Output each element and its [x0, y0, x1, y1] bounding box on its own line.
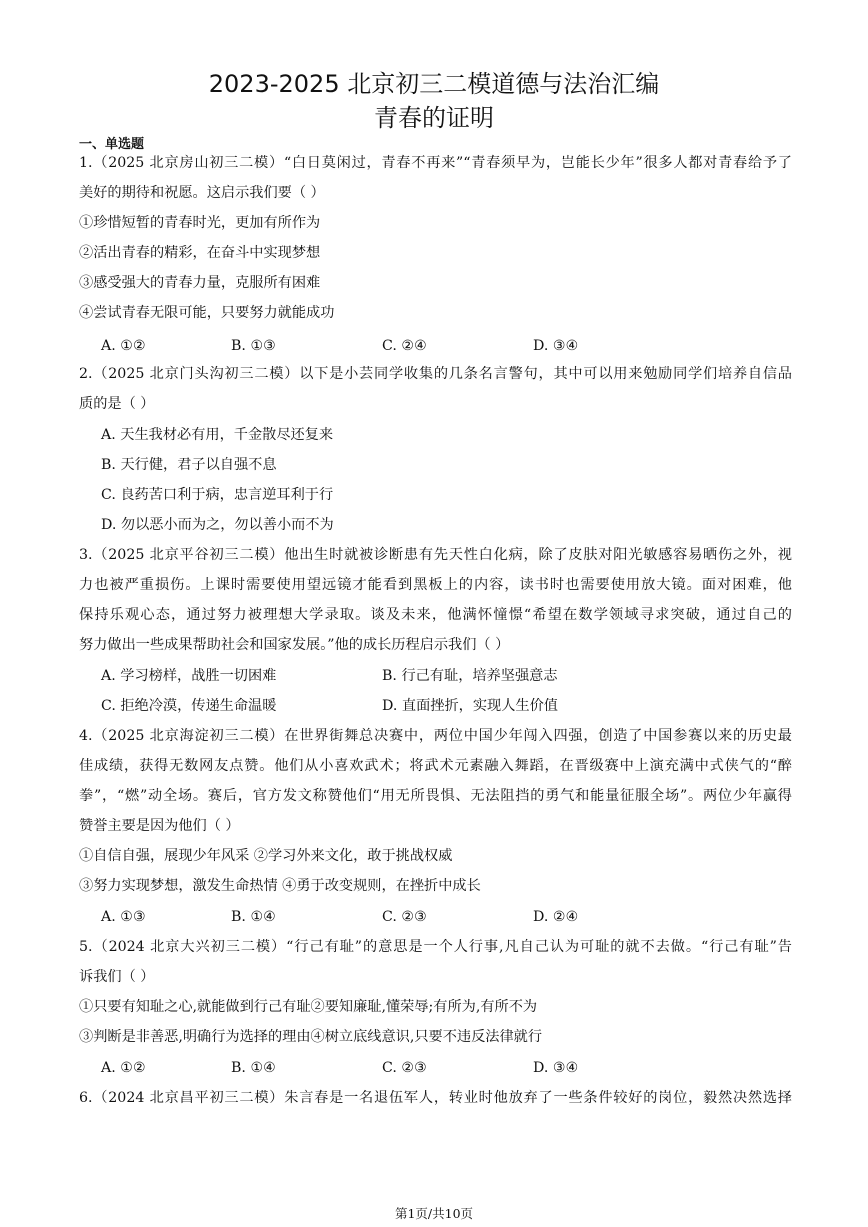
question-4-option-d: D. ②④: [533, 909, 579, 925]
question-5-option-b: B. ①④: [231, 1060, 276, 1076]
question-5-stem-cont: 诉我们（ ）: [79, 969, 155, 985]
question-5-option-a: A. ①②: [101, 1060, 146, 1076]
question-2-option-c: C. 良药苦口利于病，忠言逆耳利于行: [101, 487, 334, 503]
question-4-stem-cont-1: 佳成绩，获得无数网友点赞。他们从小喜欢武术；将武术元素融入舞蹈，在晋级赛中上演充满中式侠气的“醉: [79, 758, 792, 774]
question-1-option-c: C. ②④: [382, 338, 427, 354]
question-5-stem: 5.（2024 北京大兴初三二模）“行己有耻”的意思是一个人行事,凡自己认为可耻的就不去做。“行己有耻”告: [79, 939, 792, 955]
question-4-stem-cont-2: 拳”，“燃”动全场。赛后，官方发文称赞他们“用无所畏惧、无法阻挡的勇气和能量征服全场”。两位少年赢得: [79, 788, 792, 804]
question-1-stem: 1.（2025 北京房山初三二模）“白日莫闲过，青春不再来”“青春须早为，岂能长少年”很多人都对青春给予了: [79, 155, 792, 171]
question-6-stem: 6.（2024 北京昌平初三二模）朱言春是一名退伍军人，转业时他放弃了一些条件较好的岗位，毅然决然选择: [79, 1090, 792, 1106]
question-3-option-c: C. 拒绝冷漠，传递生命温暖: [101, 698, 277, 714]
question-2-stem: 2.（2025 北京门头沟初三二模）以下是小芸同学收集的几条名言警句，其中可以用来勉励同学们培养自信品: [79, 366, 792, 382]
page-number: 第1页/共10页: [394, 1206, 474, 1221]
question-4-stem: 4.（2025 北京海淀初三二模）在世界街舞总决赛中，两位中国少年闯入四强，创造了中国参赛以来的历史最: [79, 728, 792, 744]
question-1-option-b: B. ①③: [231, 338, 276, 354]
question-2-option-b: B. 天行健，君子以自强不息: [101, 457, 277, 473]
question-4-option-b: B. ①④: [231, 909, 276, 925]
page-subtitle: 青春的证明: [374, 104, 494, 132]
question-2-stem-cont: 质的是（ ）: [79, 396, 155, 412]
question-4-statements-1: ①自信自强，展现少年风采 ②学习外来文化，敢于挑战权威: [79, 848, 453, 864]
question-1-statement-4: ④尝试青春无限可能，只要努力就能成功: [79, 305, 335, 321]
section-heading: 一、单选题: [79, 137, 145, 152]
question-5-statements-2: ③判断是非善恶,明确行为选择的理由④树立底线意识,只要不违反法律就行: [79, 1029, 543, 1045]
question-3-stem: 3.（2025 北京平谷初三二模）他出生时就被诊断患有先天性白化病，除了皮肤对阳光敏感容易晒伤之外，视: [79, 547, 792, 563]
question-4-option-a: A. ①③: [101, 909, 146, 925]
page-title: 2023-2025 北京初三二模道德与法治汇编: [208, 70, 660, 98]
question-4-stem-cont-3: 赞誉主要是因为他们（ ）: [79, 818, 240, 834]
question-1-statement-2: ②活出青春的精彩，在奋斗中实现梦想: [79, 245, 321, 261]
question-1-stem-cont: 美好的期待和祝愿。这启示我们要（ ）: [79, 185, 325, 201]
question-3-option-b: B. 行己有耻，培养坚强意志: [382, 668, 558, 684]
question-4-option-c: C. ②③: [382, 909, 427, 925]
question-2-option-d: D. 勿以恶小而为之，勿以善小而不为: [101, 517, 334, 533]
question-4-statements-2: ③努力实现梦想，激发生命热情 ④勇于改变规则，在挫折中成长: [79, 878, 481, 894]
question-5-option-c: C. ②③: [382, 1060, 427, 1076]
question-3-stem-cont-2: 保持乐观心态，通过努力被理想大学录取。谈及未来，他满怀憧憬“希望在数学领域寻求突破，通过自己的: [79, 607, 792, 623]
question-5-statements-1: ①只要有知耻之心,就能做到行己有耻②要知廉耻,懂荣辱;有所为,有所不为: [79, 999, 538, 1015]
question-1-statement-1: ①珍惜短暂的青春时光，更加有所作为: [79, 215, 321, 231]
question-5-option-d: D. ③④: [533, 1060, 579, 1076]
question-1-option-d: D. ③④: [533, 338, 579, 354]
question-1-option-a: A. ①②: [101, 338, 146, 354]
question-1-statement-3: ③感受强大的青春力量，克服所有困难: [79, 275, 321, 291]
question-3-stem-cont-1: 力也被严重损伤。上课时需要使用望远镜才能看到黑板上的内容，读书时也需要使用放大镜。面对困难，他: [79, 577, 792, 593]
question-3-option-a: A. 学习榜样，战胜一切困难: [101, 668, 277, 684]
question-3-option-d: D. 直面挫折，实现人生价值: [382, 698, 558, 714]
question-3-stem-cont-3: 努力做出一些成果帮助社会和国家发展。”他的成长历程启示我们（ ）: [79, 637, 510, 653]
question-2-option-a: A. 天生我材必有用，千金散尽还复来: [101, 427, 334, 443]
